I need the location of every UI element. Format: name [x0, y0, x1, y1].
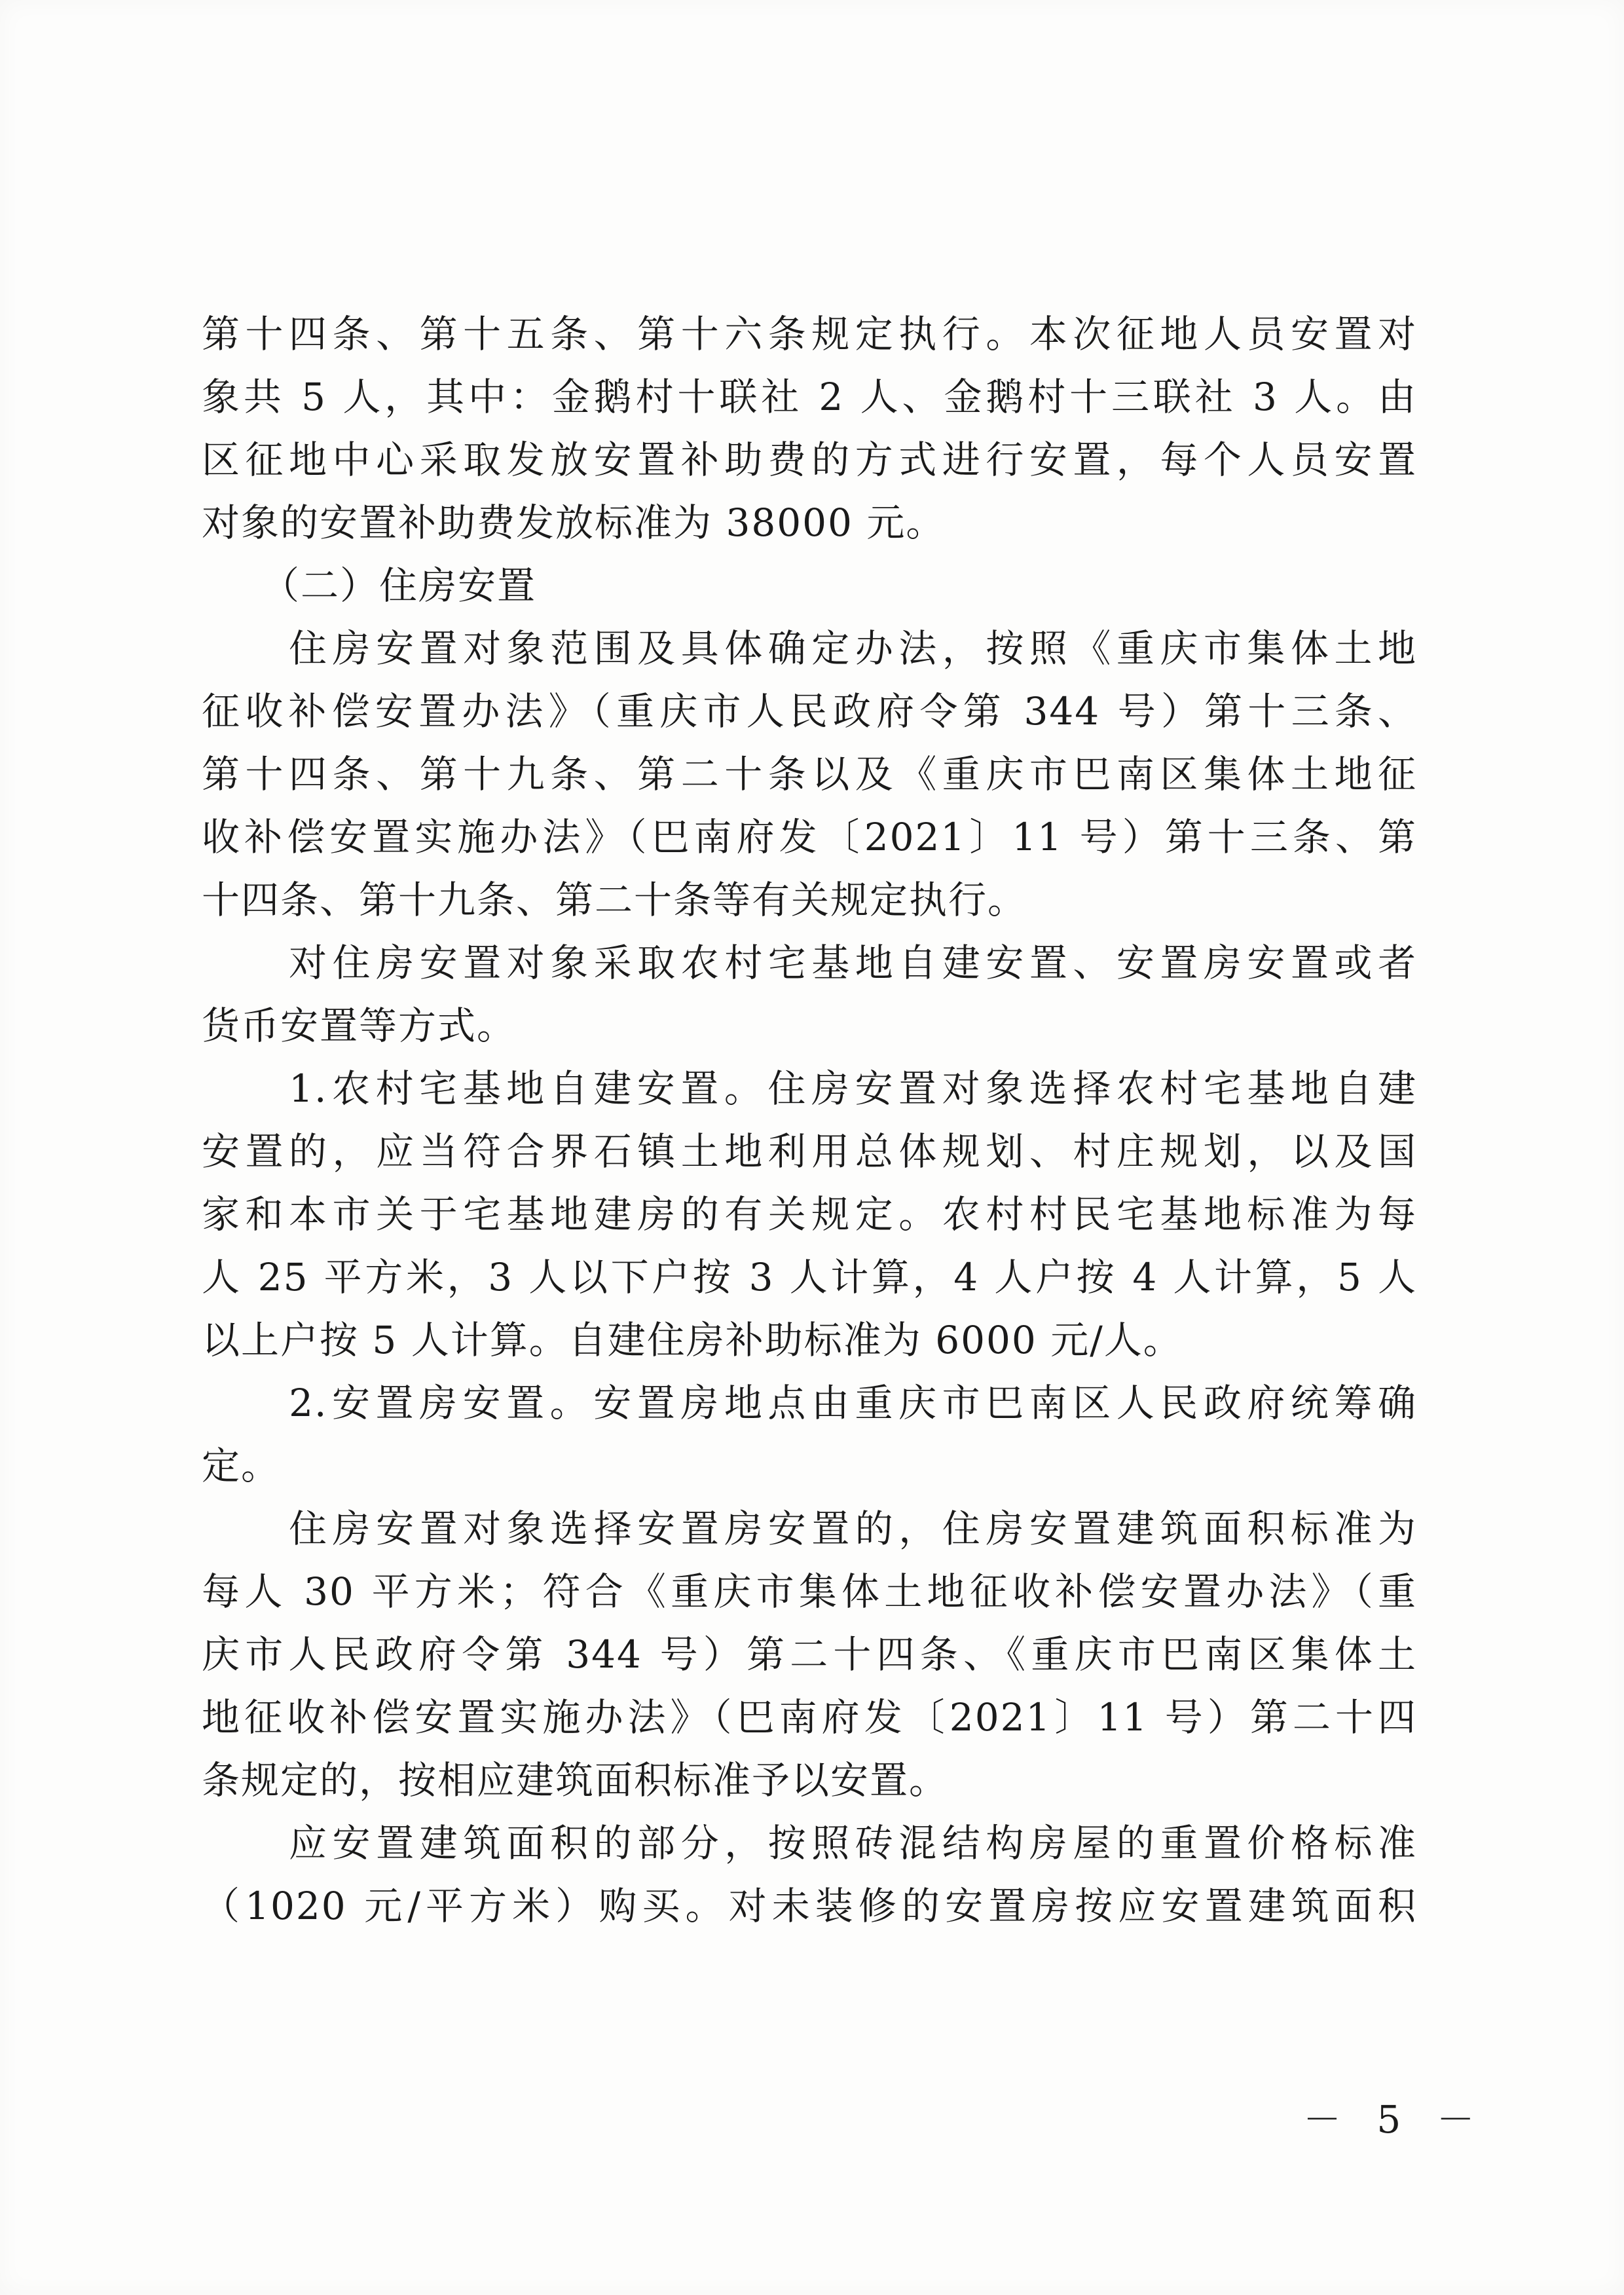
section-heading: （二）住房安置: [202, 563, 537, 608]
text-line: （1020 元/平方米）购买。对未装修的安置房按应安置建筑面积: [202, 1884, 1417, 1928]
text-line: 区征地中心采取发放安置补助费的方式进行安置，每个人员安置: [202, 438, 1417, 482]
text-line: 住房安置对象范围及具体确定办法，按照《重庆市集体土地: [202, 626, 1417, 671]
text-line: 货币安置等方式。: [202, 1003, 517, 1048]
text-line: 条规定的，按相应建筑面积标准予以安置。: [202, 1758, 949, 1802]
text-line: 应安置建筑面积的部分，按照砖混结构房屋的重置价格标准: [202, 1821, 1417, 1865]
text-line: 收补偿安置实施办法》（巴南府发〔2021〕11 号）第十三条、第: [202, 815, 1417, 859]
text-line: 地征收补偿安置实施办法》（巴南府发〔2021〕11 号）第二十四: [202, 1695, 1417, 1740]
text-line: 每人 30 平方米；符合《重庆市集体土地征收补偿安置办法》（重: [202, 1569, 1417, 1614]
body-text: [202, 303, 1417, 1937]
text-line: 对住房安置对象采取农村宅基地自建安置、安置房安置或者: [202, 941, 1417, 985]
text-line: 庆市人民政府令第 344 号）第二十四条、《重庆市巴南区集体土: [202, 1632, 1417, 1677]
text-line: 第十四条、第十九条、第二十条以及《重庆市巴南区集体土地征: [202, 752, 1417, 796]
text-line: 对象的安置补助费发放标准为 38000 元。: [202, 500, 946, 545]
text-line: 象共 5 人，其中：金鹅村十联社 2 人、金鹅村十三联社 3 人。由: [202, 375, 1417, 419]
text-line: 安置的，应当符合界石镇土地利用总体规划、村庄规划，以及国: [202, 1129, 1417, 1174]
text-line: 以上户按 5 人计算。自建住房补助标准为 6000 元/人。: [202, 1318, 1183, 1362]
text-line: 定。: [202, 1444, 281, 1488]
text-line: 第十四条、第十五条、第十六条规定执行。本次征地人员安置对: [202, 312, 1417, 356]
text-line: 人 25 平方米，3 人以下户按 3 人计算，4 人户按 4 人计算，5 人: [202, 1255, 1417, 1299]
text-line: 2.安置房安置。安置房地点由重庆市巴南区人民政府统筹确: [202, 1381, 1417, 1425]
text-line: 征收补偿安置办法》（重庆市人民政府令第 344 号）第十三条、: [202, 689, 1417, 734]
text-line: 十四条、第十九条、第二十条等有关规定执行。: [202, 878, 1027, 922]
text-line: 1.农村宅基地自建安置。住房安置对象选择农村宅基地自建: [202, 1066, 1417, 1111]
text-line: 住房安置对象选择安置房安置的，住房安置建筑面积标准为: [202, 1506, 1417, 1551]
text-line: 家和本市关于宅基地建房的有关规定。农村村民宅基地标准为每: [202, 1192, 1417, 1237]
page-number: － 5 －: [1303, 2097, 1486, 2142]
